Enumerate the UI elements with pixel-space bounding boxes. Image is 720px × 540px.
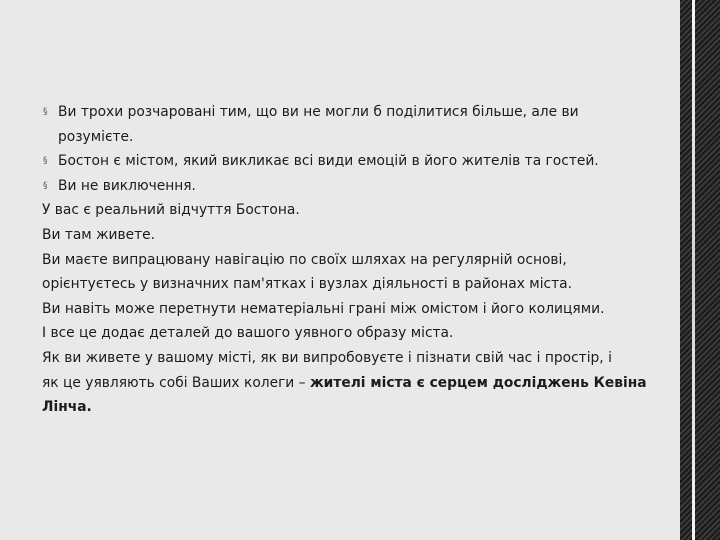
- paragraph-4: Ви навіть може перетнути нематеріальні грані між омістом і його колицями.: [42, 300, 605, 317]
- bullet-3-text: Ви не виключення.: [58, 177, 196, 194]
- bullet-2-text: Бостон є містом, який викликає всі види емоцій в його жителів та гостей.: [58, 153, 599, 170]
- paragraph-3-line-2: орієнтуєтесь у визначних пам'ятках і вузлах діяльності в районах міста.: [42, 276, 572, 293]
- bullet-item-2: [42, 149, 657, 174]
- paragraph-6-line-3: Лінча.: [42, 399, 92, 416]
- bullet-item-3: [42, 174, 657, 199]
- paragraph-6-bold-text: жителі міста є серцем досліджень Кевіна: [309, 374, 647, 391]
- decorative-edge-highlight: [692, 0, 695, 540]
- decorative-edge-strip: [680, 0, 720, 540]
- slide-text-body: [42, 100, 657, 420]
- paragraph-3-line-1: Ви маєте випрацювану навігацію по своїх шляхах на регулярній основі,: [42, 251, 567, 268]
- bullet-item-1: [42, 100, 657, 125]
- paragraph-6-line-1: Як ви живете у вашому місті, як ви випробовуєте і пізнати свій час і простір, і: [42, 349, 612, 366]
- paragraph-6-line-2: [42, 371, 657, 396]
- bullet-icon: §: [43, 180, 48, 191]
- paragraph-5: І все це додає деталей до вашого уявного образу міста.: [42, 325, 454, 342]
- paragraph-6-normal-text: як це уявляють собі Ваших колеги –: [42, 374, 310, 391]
- bullet-1-line-1: Ви трохи розчаровані тим, що ви не могли б поділитися більше, але ви: [58, 104, 579, 120]
- paragraph-1: У вас є реальний відчуття Бостона.: [42, 202, 300, 219]
- bullet-1-line-2: розумієте.: [58, 128, 134, 145]
- bullet-item-1-continued: [42, 125, 657, 150]
- bullet-icon: §: [43, 156, 48, 167]
- paragraph-2: Ви там живете.: [42, 226, 156, 243]
- bullet-icon: §: [43, 107, 48, 117]
